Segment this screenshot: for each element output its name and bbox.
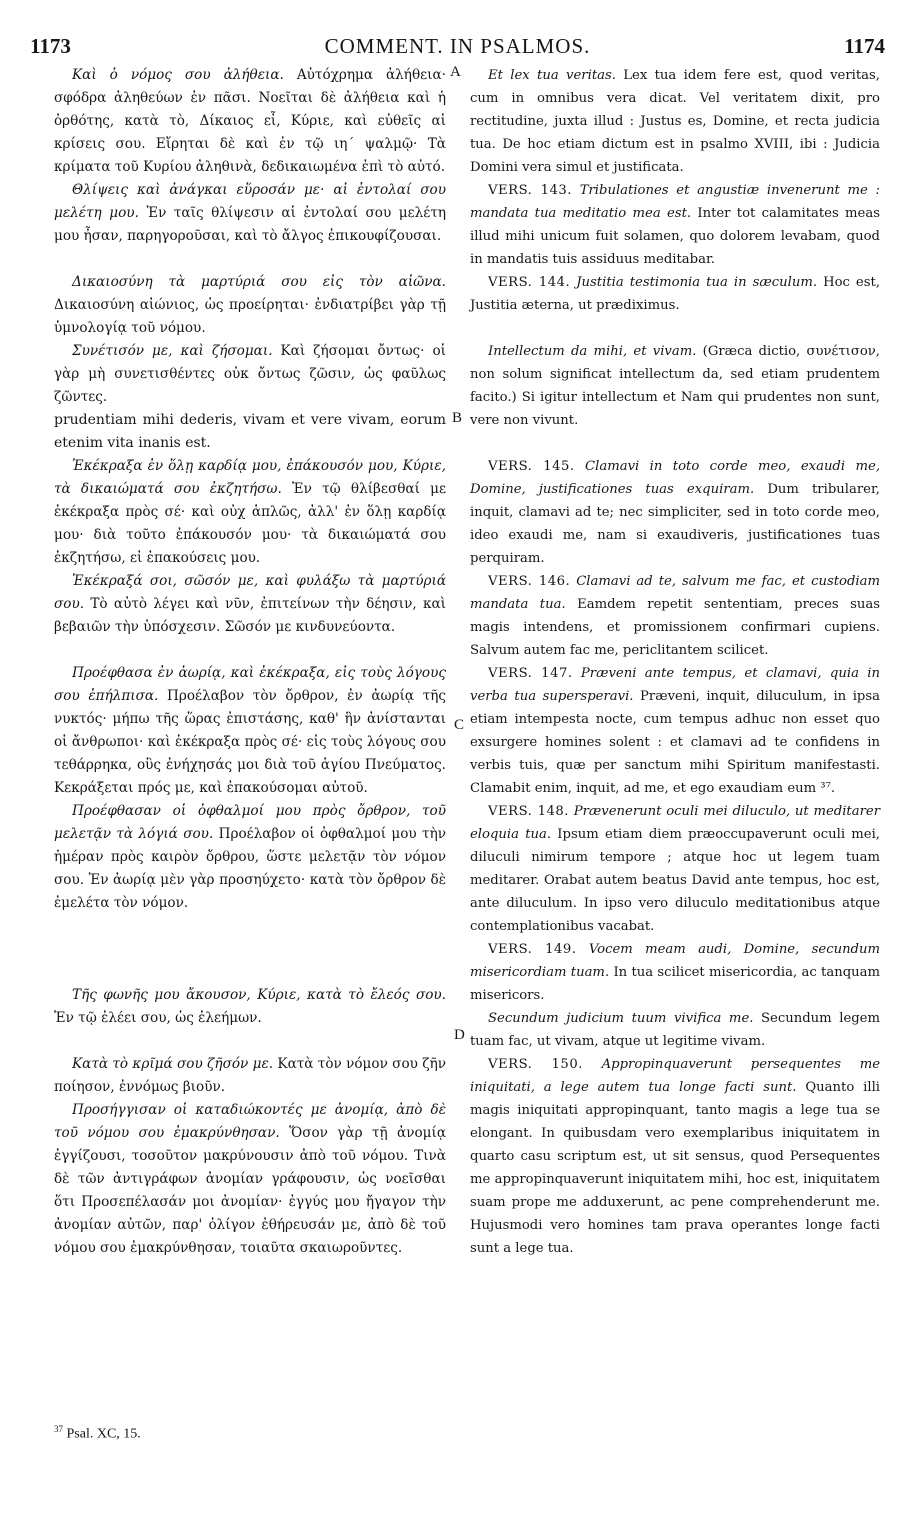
commentary: Ὅσον γὰρ τῇ ἀνομίᾳ ἐγγίζουσι, τοσοῦτον μακρύνουσιν ἀπὸ τοῦ νόμου. Τινὰ δὲ τῶν ἀντιγράφων ἀνομίαν γράφουσιν, ὡς νοεῖσθαι ὅτι Προσεπέλασάν μοι ἀνομίαν· ἐγγύς μου ἤγαγον τὴν ἀνομίαν αὐτῶν, παρ' ὀλίγον ἐθήρευσάν με, ἀπὸ δὲ τοῦ νόμου σου ἐμακρύνθησαν, τοιαῦτα σκαιωροῦντες. bbox=[54, 1125, 446, 1256]
paragraph bbox=[470, 271, 880, 317]
margin-letter-c: C bbox=[454, 717, 465, 733]
lemma: Clamavi ad te, salvum me fac, et custodiam mandata tua. bbox=[470, 574, 880, 612]
spacer bbox=[470, 432, 880, 455]
paragraph bbox=[470, 179, 880, 271]
lemma: Προέφθασαν οἱ ὀφθαλμοί μου πρὸς ὄρθρον, τοῦ μελετᾷν τὰ λόγιά σου. bbox=[54, 803, 446, 842]
commentary: Ipsum etiam diem præoccupaverunt oculi mei, diluculi nimirum tempore ; atque hoc ut legem tuam meditarer. Orabat autem beatus David ante tempus, hoc est, ante diluculum. In ipso vero diluculo meditationibus atque contemplationibus vacabat. bbox=[470, 827, 880, 934]
lemma: Δικαιοσύνη τὰ μαρτύριά σου εἰς τὸν αἰῶνα. bbox=[72, 274, 446, 290]
spacer bbox=[54, 1030, 446, 1053]
paragraph bbox=[470, 1007, 880, 1053]
lemma: Præveni ante tempus, et clamavi, quia in verba tua supersperavi. bbox=[470, 666, 880, 704]
lemma: Prævenerunt oculi mei diluculo, ut meditarer eloquia tua. bbox=[470, 804, 880, 842]
lemma: Intellectum da mihi, et vivam. bbox=[488, 344, 697, 359]
lemma: Συνέτισόν με, καὶ ζήσομαι. bbox=[72, 343, 273, 359]
commentary: Lex tua idem fere est, quod veritas, cum in omnibus vera dicat. Vel veritatem dixit, pro rectitudine, juxta illud : Justus es, Domine, et recta judicia tua. De hoc etiam dictum est in psalmo XVIII, ibi : Judicia Domini vera simul et justificata. bbox=[470, 68, 880, 175]
margin-letter-d: D bbox=[454, 1027, 465, 1043]
lemma: Κατὰ τὸ κρῖμά σου ζῆσόν με. bbox=[72, 1056, 274, 1072]
lemma: Vocem meam audi, Domine, secundum misericordiam tuam. bbox=[470, 942, 881, 980]
paragraph bbox=[54, 340, 446, 409]
spacer bbox=[54, 248, 446, 271]
left-page-number: 1173 bbox=[30, 34, 71, 58]
commentary: Quanto illi magis iniquitati appropinquant, tanto magis a lege tua se elongant. In quibusdam vero exemplaribus iniquitatem in quarto casu scriptum est, ut sit sensus, quod Persequentes me appropinquaverunt iniquitatem mihi, hoc est, iniquitatem suam prope me adduxerunt, ac pene comprehenderunt me. Hujusmodi vero homines tam prava operantes longe facti sunt a lege tua. bbox=[470, 1080, 881, 1256]
margin-letter-a: A bbox=[450, 64, 461, 80]
commentary: Τὸ αὐτὸ λέγει καὶ νῦν, ἐπιτείνων τὴν δέησιν, καὶ βεβαιῶν τὴν ὑπόσχεσιν. Σῶσόν με κινδυνεύοντα. bbox=[54, 596, 446, 635]
commentary: Dum tribularer, inquit, clamavi ad te; nec simpliciter, sed in toto corde meo, ideo exaudi me, nam si exaudiveris, justificationes tuas perquiram. bbox=[470, 482, 880, 566]
lemma: Θλίψεις καὶ ἀνάγκαι εὕροσάν με· αἱ ἐντολαί σου μελέτη μου. bbox=[54, 182, 446, 221]
running-title: COMMENT. IN PSALMOS. bbox=[324, 34, 591, 58]
lemma: Τῆς φωνῆς μου ἄκουσον, Κύριε, κατὰ τὸ ἔλεός σου. bbox=[72, 987, 446, 1003]
latin-line: prudentiam mihi dederis, vivam et vere vivam, eorum etenim vita inanis est. bbox=[54, 412, 446, 451]
paragraph bbox=[54, 662, 446, 800]
lemma: Προσήγγισαν οἱ καταδιώκοντές με ἀνομίᾳ, ἀπὸ δὲ τοῦ νόμου σου ἐμακρύνθησαν. bbox=[54, 1102, 446, 1141]
commentary: Hoc est, Justitia æterna, ut prædiximus. bbox=[470, 275, 880, 313]
lemma: Et lex tua veritas. bbox=[488, 68, 616, 83]
lemma: Ἐκέκραξά σοι, σῶσόν με, καὶ φυλάξω τὰ μαρτύριά σου. bbox=[54, 573, 446, 612]
lemma: Tribulationes et angustiæ invenerunt me : mandata tua meditatio mea est. bbox=[470, 183, 881, 221]
commentary: Αὐτόχρημα ἀλήθεια· σφόδρα ἀληθεύων ἐν πᾶσι. Νοεῖται δὲ ἀλήθεια καὶ ἡ ὀρθότης, κατὰ τὸ, Δίκαιος εἶ, Κύριε, καὶ εὐθεῖς αἱ κρίσεις σου. Εἴρηται δὲ καὶ ἐν τῷ ιη΄ ψαλμῷ· Τὰ κρίματα τοῦ Κυρίου ἀληθινὰ, δεδικαιωμένα ἐπὶ τὸ αὐτό. bbox=[54, 67, 446, 175]
lemma: Καὶ ὁ νόμος σου ἀλήθεια. bbox=[72, 67, 284, 83]
paragraph bbox=[54, 984, 446, 1030]
paragraph bbox=[54, 271, 446, 340]
commentary: Secundum legem tuam fac, ut vivam, atque ut legitime vivam. bbox=[470, 1011, 880, 1049]
commentary: Eamdem repetit sententiam, preces suas magis intendens, et promissionem confirmari cupiens. Salvum autem fac me, periclitantem scilicet. bbox=[470, 597, 880, 658]
verse-number: VERS. 146. bbox=[488, 574, 571, 589]
commentary: Inter tot calamitates meas illud mihi unicum fuit solamen, quo dolorem levabam, quod in mandatis tuis assiduus meditabar. bbox=[470, 206, 880, 267]
lemma: Ἐκέκραξα ἐν ὅλῃ καρδίᾳ μου, ἐπάκουσόν μου, Κύριε, τὰ δικαιώματά σου ἐκζητήσω. bbox=[54, 458, 446, 497]
paragraph bbox=[470, 1053, 880, 1260]
spacer bbox=[54, 915, 446, 938]
paragraph bbox=[54, 800, 446, 915]
commentary: Προέλαβον οἱ ὀφθαλμοί μου τὴν ἡμέραν πρὸς καιρὸν ὄρθρου, ὥστε μελετᾷν τὸν νόμον σου. Ἐν ἀωρίᾳ μὲν γὰρ προσηύχετο· κατὰ τὸν ὄρθρον δὲ ἐμελέτα τὸν νόμον. bbox=[54, 826, 446, 911]
verse-number: VERS. 148. bbox=[488, 804, 569, 819]
paragraph bbox=[470, 570, 880, 662]
commentary: Ἐν τῷ ἐλέει σου, ὡς ἐλεήμων. bbox=[54, 1010, 262, 1026]
footnote bbox=[54, 1424, 141, 1443]
latin-column bbox=[470, 64, 880, 1260]
verse-number: VERS. 147. bbox=[488, 666, 573, 681]
greek-column bbox=[54, 64, 446, 1260]
verse-number: VERS. 143. bbox=[488, 183, 572, 198]
paragraph bbox=[470, 455, 880, 570]
paragraph bbox=[54, 64, 446, 179]
paragraph bbox=[54, 179, 446, 248]
paragraph bbox=[470, 64, 880, 179]
paragraph bbox=[54, 455, 446, 570]
spacer bbox=[54, 639, 446, 662]
footnote-text: Psal. XC, 15. bbox=[63, 1426, 141, 1442]
commentary: Δικαιοσύνη αἰώνιος, ὡς προείρηται· ἐνδιατρίβει γὰρ τῇ ὑμνολογίᾳ τοῦ νόμου. bbox=[54, 297, 446, 336]
verse-number: VERS. 149. bbox=[488, 942, 577, 957]
verse-number: VERS. 144. bbox=[488, 275, 571, 290]
paragraph bbox=[470, 662, 880, 800]
paragraph bbox=[54, 1099, 446, 1260]
lemma: Secundum judicium tuum vivifica me. bbox=[488, 1011, 754, 1026]
paragraph bbox=[54, 570, 446, 639]
lemma: Justitia testimonia tua in sæculum. bbox=[570, 275, 818, 290]
commentary: In tua scilicet misericordia, ac tanquam misericors. bbox=[470, 965, 880, 1003]
paragraph bbox=[470, 800, 880, 938]
paragraph bbox=[470, 938, 880, 1007]
page-header bbox=[30, 34, 885, 58]
commentary: Ἐν τῷ θλίβεσθαί με ἐκέκραξα πρὸς σέ· καὶ οὐχ ἁπλῶς, ἀλλ' ἐν ὅλῃ καρδίᾳ μου· διὰ τοῦτο ἐπάκουσόν μου· τὰ δικαιώματά σου ἐκζητήσω, εἰ ἐπακούσεις μου. bbox=[54, 481, 446, 566]
margin-letter-b: B bbox=[452, 410, 463, 426]
lemma: Clamavi in toto corde meo, exaudi me, Domine, justificationes tuas exquiram. bbox=[470, 459, 881, 497]
paragraph bbox=[470, 340, 880, 432]
commentary: Προέλαβον τὸν ὄρθρον, ἐν ἀωρίᾳ τῆς νυκτός· μήπω τῆς ὥρας ἐπιστάσης, καθ' ἣν ἀνίστανται οἱ ἄνθρωποι· καὶ ἐκέκραξα πρὸς σέ· εἰς τοὺς λόγους σου τεθάρρηκα, οὓς ἐνήχησάς μοι διὰ τοῦ ἁγίου Πνεύματος. Κεκράξεται πρός με, καὶ ἐπακούσομαι αὐτοῦ. bbox=[54, 688, 446, 796]
footnote-number: 37 bbox=[54, 1424, 63, 1434]
commentary: Καὶ ζήσομαι ὄντως· οἱ γὰρ μὴ συνετισθέντες οὐκ ὄντως ζῶσιν, ὡς φαῦλως ζῶντες. bbox=[54, 343, 446, 405]
spacer bbox=[54, 938, 446, 961]
verse-number: VERS. 150. bbox=[488, 1057, 583, 1072]
commentary: Κατὰ τὸν νόμον σου ζῆν ποίησον, ἐννόμως βιοῦν. bbox=[54, 1056, 447, 1095]
commentary: Ἐν ταῖς θλίψεσιν αἱ ἐντολαί σου μελέτη μου ἦσαν, παρηγοροῦσαι, καὶ τὸ ἄλγος ἐπικουφίζουσαι. bbox=[54, 205, 446, 244]
verse-number: VERS. 145. bbox=[488, 459, 575, 474]
paragraph bbox=[54, 1053, 446, 1099]
commentary: (Græca dictio, συνέτισον, non solum significat intellectum da, sed etiam prudentem facito.) Si igitur intellectum et Nam qui prudentes non sunt, vere non vivunt. bbox=[470, 344, 880, 428]
right-page-number: 1174 bbox=[844, 34, 885, 58]
lemma: Appropinquaverunt persequentes me iniquitati, a lege autem tua longe facti sunt. bbox=[470, 1057, 880, 1095]
spacer bbox=[54, 961, 446, 984]
commentary: Præveni, inquit, diluculum, in ipsa etiam intempesta nocte, cum tempus adhuc non esset quo exsurgere homines solent : et clamavi ad te confidens in verbis tuis, quæ per sanctum mihi Spiritum manifestasti. Clamabit enim, inquit, ad me, et ego exaudiam eum ³⁷. bbox=[470, 689, 880, 796]
spacer bbox=[470, 317, 880, 340]
lemma: Προέφθασα ἐν ἀωρίᾳ, καὶ ἐκέκραξα, εἰς τοὺς λόγους σου ἐπήλπισα. bbox=[54, 665, 446, 704]
